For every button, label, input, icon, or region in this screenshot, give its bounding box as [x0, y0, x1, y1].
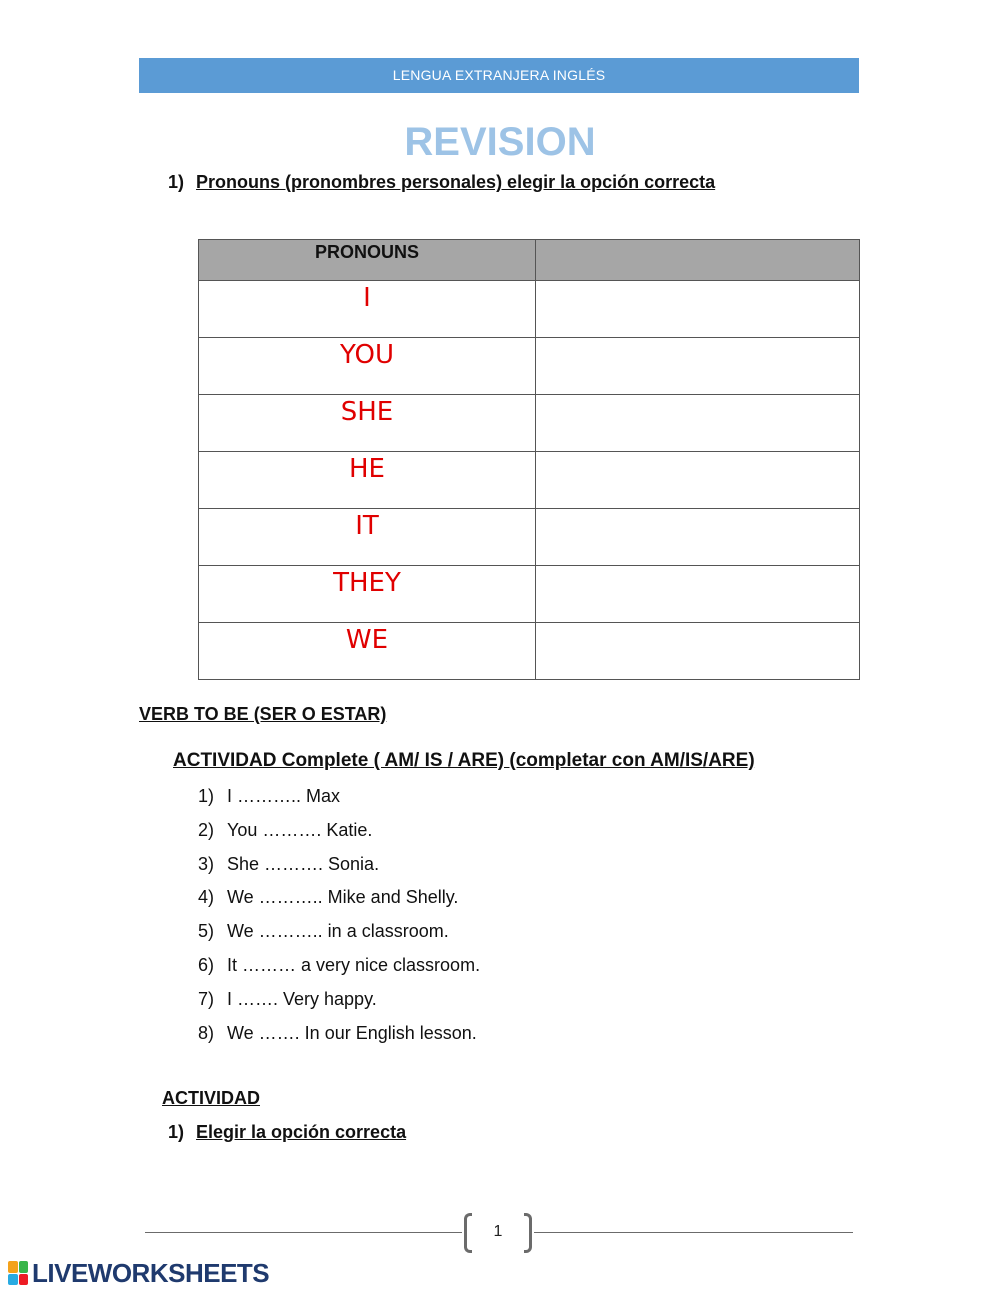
- liveworksheets-logo[interactable]: [8, 1258, 269, 1288]
- answer-cell[interactable]: [536, 281, 860, 338]
- item-number: 6): [198, 954, 215, 975]
- question-number: 1): [168, 1122, 185, 1142]
- item-number: 5): [198, 921, 215, 942]
- table-row: [199, 338, 860, 395]
- page-number: [462, 1213, 534, 1251]
- item-number: 2): [198, 819, 215, 840]
- list-item: [198, 919, 480, 953]
- question-number: 1): [168, 172, 185, 192]
- item-text: I ……….. Max: [227, 786, 341, 806]
- page-title: REVISION: [404, 120, 596, 164]
- verb-to-be-title: VERB TO BE (SER O ESTAR): [139, 704, 387, 724]
- footer-divider-left: [145, 1232, 462, 1233]
- list-item: [198, 784, 480, 818]
- list-item: [198, 885, 480, 919]
- pronoun-cell: I: [199, 281, 536, 338]
- item-text: We ……….. Mike and Shelly.: [227, 887, 459, 908]
- list-item: [198, 852, 480, 886]
- logo-text: LIVEWORKSHEETS: [32, 1257, 270, 1288]
- list-item: [198, 1021, 480, 1055]
- answer-cell[interactable]: [536, 338, 860, 395]
- table-header-row: [199, 240, 860, 281]
- table-row: [199, 509, 860, 566]
- right-bracket-icon: [524, 1213, 532, 1253]
- item-text: It ……… a very nice classroom.: [227, 954, 481, 975]
- list-item: [198, 953, 480, 987]
- pronouns-column-header: PRONOUNS: [199, 240, 536, 281]
- pronouns-question-heading: [168, 172, 715, 193]
- logo-icon: [8, 1261, 28, 1285]
- item-text: We ……. In our English lesson.: [227, 1022, 477, 1043]
- answer-cell[interactable]: [536, 395, 860, 452]
- item-number: 7): [198, 988, 215, 1009]
- table-row: [199, 395, 860, 452]
- item-text: You ………. Katie.: [227, 819, 373, 840]
- item-text: I ……. Very happy.: [227, 988, 377, 1009]
- activity-complete-heading: ACTIVIDAD Complete ( AM/ IS / ARE) (completar con AM/IS/ARE): [173, 750, 755, 771]
- pronoun-cell: YOU: [199, 338, 536, 395]
- question-text: Elegir la opción correcta: [196, 1122, 407, 1142]
- answer-column-header: [536, 240, 860, 281]
- header-banner: LENGUA EXTRANJERA INGLÉS: [139, 58, 859, 93]
- left-bracket-icon: [464, 1213, 472, 1253]
- page-number-text: 1: [493, 1223, 503, 1240]
- activity-heading: ACTIVIDAD: [162, 1088, 260, 1108]
- item-number: 4): [198, 887, 215, 908]
- pronoun-cell: IT: [199, 509, 536, 566]
- choose-option-heading: [168, 1122, 406, 1143]
- pronoun-cell: WE: [199, 623, 536, 680]
- footer-divider-right: [534, 1232, 853, 1233]
- item-number: 3): [198, 853, 215, 874]
- answer-cell[interactable]: [536, 452, 860, 509]
- table-row: [199, 452, 860, 509]
- table-row: [199, 281, 860, 338]
- item-number: 8): [198, 1022, 215, 1043]
- pronoun-cell: SHE: [199, 395, 536, 452]
- pronoun-cell: HE: [199, 452, 536, 509]
- question-text: Pronouns (pronombres personales) elegir la opción correcta: [196, 172, 716, 192]
- item-text: We ……….. in a classroom.: [227, 921, 449, 942]
- item-text: She ………. Sonia.: [227, 853, 380, 874]
- pronouns-table: [198, 239, 860, 680]
- table-row: [199, 623, 860, 680]
- answer-cell[interactable]: [536, 623, 860, 680]
- answer-cell[interactable]: [536, 509, 860, 566]
- exercise-list: [198, 784, 480, 1054]
- answer-cell[interactable]: [536, 566, 860, 623]
- pronoun-cell: THEY: [199, 566, 536, 623]
- table-row: [199, 566, 860, 623]
- list-item: [198, 987, 480, 1021]
- list-item: [198, 818, 480, 852]
- item-number: 1): [198, 786, 215, 806]
